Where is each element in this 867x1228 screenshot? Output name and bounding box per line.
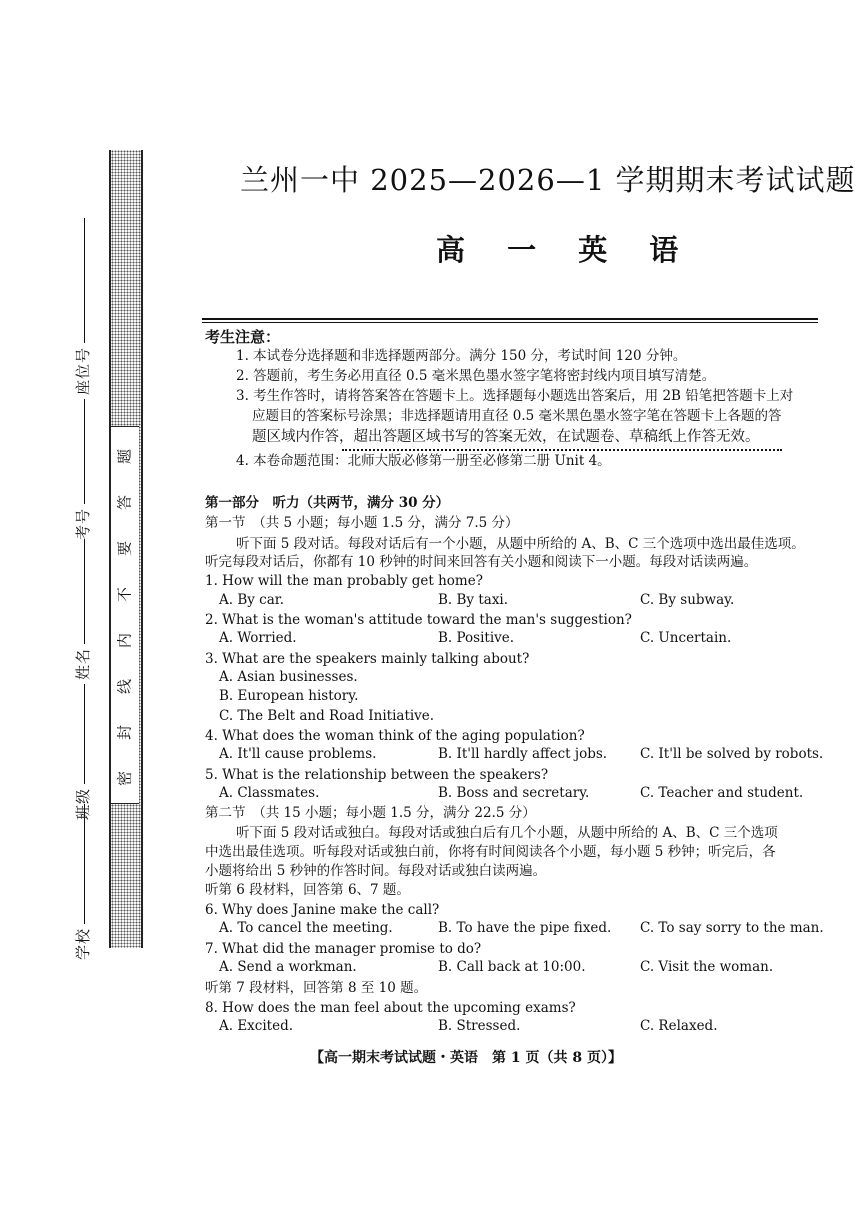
subject-title: 高 一 英 语 [436, 233, 695, 267]
q5-option-c: C. Teacher and student. [640, 785, 804, 801]
warning-char: 内 [115, 633, 134, 649]
section1-instruction-1: 听下面 5 段对话。每段对话后有一个小题，从题中所给的 A、B、C 三个选项中选出最佳选项。 [236, 536, 805, 552]
question-4: 4. What does the woman think of the aging population? [205, 728, 585, 744]
q1-option-b: B. By taxi. [438, 592, 509, 608]
q5-option-b: B. Boss and secretary. [438, 785, 590, 801]
part1-heading: 第一部分 听力（共两节，满分 30 分） [205, 495, 450, 511]
notice-heading: 考生注意： [205, 328, 281, 346]
class-field [72, 684, 93, 820]
q1-option-a: A. By car. [219, 592, 285, 608]
q2-option-c: C. Uncertain. [640, 630, 732, 646]
exam-title: 兰州一中 2025—2026—1 学期期末考试试题 [240, 163, 856, 197]
warning-char: 答 [115, 495, 134, 511]
q4-option-b: B. It'll hardly affect jobs. [438, 746, 608, 762]
notice-item-4: 4. 本卷命题范围：北师大版必修第一册至必修第二册 Unit 4。 [236, 453, 611, 469]
question-1: 1. How will the man probably get home? [205, 573, 483, 589]
school-label: 学校 [74, 927, 92, 960]
q3-option-b: B. European history. [219, 688, 359, 704]
q4-option-a: A. It'll cause problems. [219, 746, 377, 762]
name-field [72, 539, 93, 680]
q7-option-a: A. Send a workman. [219, 959, 357, 975]
page-footer: 【高一期末考试试题・英语 第 1 页（共 8 页）】 [310, 1050, 622, 1066]
section2-instruction-1: 听下面 5 段对话或独白。每段对话或独白后有几个小题，从题中所给的 A、B、C 三个选项 [236, 825, 778, 841]
q3-option-a: A. Asian businesses. [219, 669, 358, 685]
seat-number-label: 座位号 [74, 346, 92, 395]
section1-instruction-2: 听完每段对话后，你都有 10 秒钟的时间来回答有关小题和阅读下一小题。每段对话读两遍。 [205, 554, 758, 570]
notice-item-3-cont: 应题目的答案标号涂黑；非选择题请用直径 0.5 毫米黑色墨水签字笔在答题卡上各题的答 [252, 408, 782, 424]
q7-option-c: C. Visit the woman. [640, 959, 774, 975]
seal-warning-box [111, 426, 139, 804]
section2-heading: 第二节 （共 15 小题；每小题 1.5 分，满分 22.5 分） [205, 805, 536, 821]
exam-number-field [72, 399, 93, 540]
warning-char: 密 [115, 771, 134, 787]
emphasis-underline [342, 449, 782, 451]
notice-item-3: 3. 考生作答时，请将答案答在答题卡上。选择题每小题选出答案后，用 2B 铅笔把答题卡上对 [236, 388, 794, 404]
question-7: 7. What did the manager promise to do? [205, 941, 482, 957]
material-6-heading: 听第 6 段材料，回答第 6、7 题。 [205, 882, 410, 898]
q8-option-a: A. Excited. [219, 1018, 294, 1034]
notice-item-3-emphasis: 题区域内作答，超出答题区域书写的答案无效，在试题卷、草稿纸上作答无效。 [252, 429, 760, 445]
q3-option-c: C. The Belt and Road Initiative. [219, 708, 435, 724]
material-7-heading: 听第 7 段材料，回答第 8 至 10 题。 [205, 980, 428, 996]
question-5: 5. What is the relationship between the speakers? [205, 767, 549, 783]
divider-bottom [202, 322, 818, 323]
section1-heading: 第一节 （共 5 小题；每小题 1.5 分，满分 7.5 分） [205, 515, 519, 531]
q6-option-a: A. To cancel the meeting. [219, 920, 393, 936]
q7-option-b: B. Call back at 10:00. [438, 959, 586, 975]
q6-option-c: C. To say sorry to the man. [640, 920, 824, 936]
warning-char: 不 [115, 587, 134, 603]
question-8: 8. How does the man feel about the upcoming exams? [205, 1000, 576, 1016]
q2-option-a: A. Worried. [219, 630, 297, 646]
notice-item-1: 1. 本试卷分选择题和非选择题两部分。满分 150 分，考试时间 120 分钟。 [236, 348, 687, 364]
q4-option-c: C. It'll be solved by robots. [640, 746, 824, 762]
class-label: 班级 [74, 787, 92, 820]
warning-char: 题 [115, 449, 134, 465]
question-6: 6. Why does Janine make the call? [205, 902, 440, 918]
section2-instruction-2: 中选出最佳选项。听每段对话或独白前，你将有时间阅读各个小题，每小题 5 秒钟；听完后，各 [205, 844, 776, 860]
q8-option-c: C. Relaxed. [640, 1018, 718, 1034]
q1-option-c: C. By subway. [640, 592, 735, 608]
name-label: 姓名 [74, 647, 92, 680]
question-2: 2. What is the woman's attitude toward the man's suggestion? [205, 612, 632, 628]
q8-option-b: B. Stressed. [438, 1018, 521, 1034]
notice-item-2: 2. 答题前，考生务必用直径 0.5 毫米黑色墨水签字笔将密封线内项目填写清楚。 [236, 368, 716, 384]
q2-option-b: B. Positive. [438, 630, 515, 646]
seat-number-field [72, 218, 93, 395]
question-3: 3. What are the speakers mainly talking about? [205, 651, 530, 667]
q6-option-b: B. To have the pipe fixed. [438, 920, 612, 936]
divider-top [202, 318, 818, 320]
warning-char: 封 [115, 725, 134, 741]
warning-char: 要 [115, 541, 134, 557]
warning-char: 线 [115, 679, 134, 695]
school-field [72, 804, 93, 960]
q5-option-a: A. Classmates. [219, 785, 320, 801]
section2-instruction-3: 小题将给出 5 秒钟的作答时间。每段对话或独白读两遍。 [205, 863, 547, 879]
exam-number-label: 考号 [74, 507, 92, 540]
